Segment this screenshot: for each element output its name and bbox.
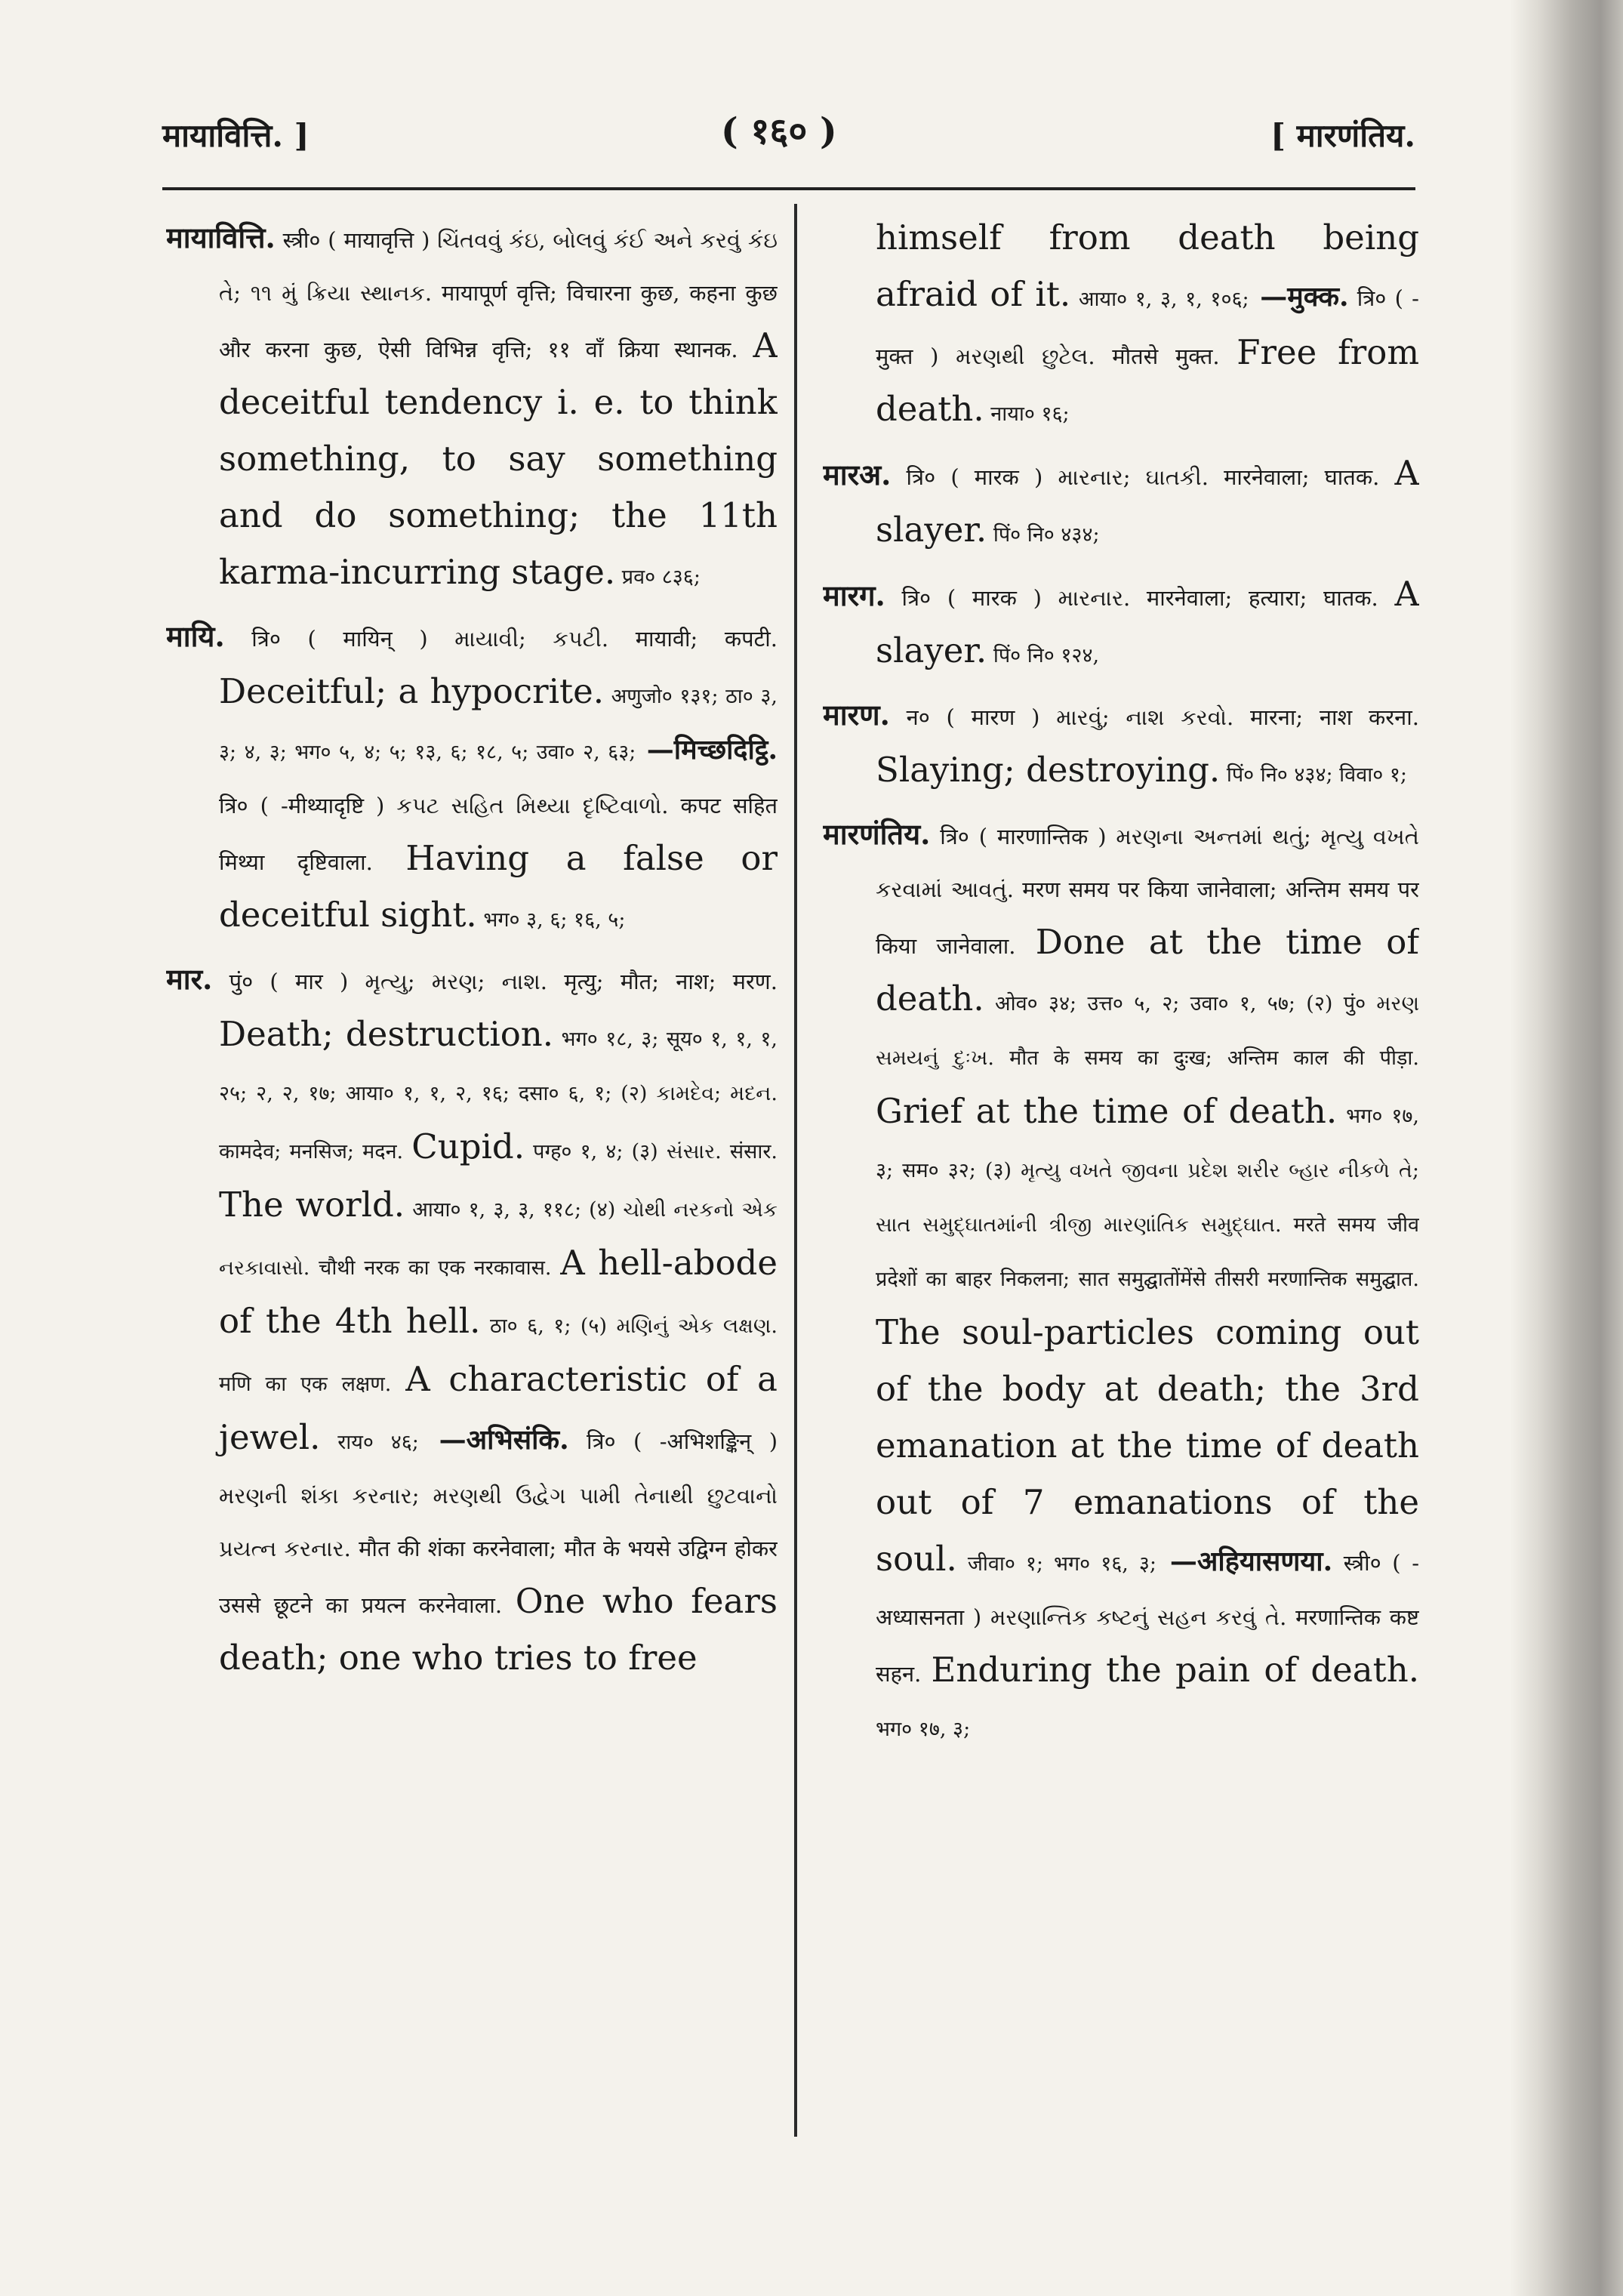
english-definition: A deceitful tendency i. e. to think something, to say something and do something; the 11th karma-incurring stage. bbox=[219, 325, 778, 592]
page-header bbox=[162, 106, 1415, 174]
english-definition: The soul-particles coming out of the body at death; the 3rd emanation at the time of death out of 7 emanations of the soul. bbox=[876, 1312, 1419, 1579]
dictionary-entry bbox=[166, 953, 778, 1688]
entry-gloss: त्रि० ( मारक ) મારનાર. मारनेवाला; हत्यारा; घातक. bbox=[885, 585, 1395, 611]
entry-gloss: त्रि० ( मारणान्तिक ) મરણના અન્તમાં થતું; મૃત્યુ વખતે કરવામાં આવતું. मरण समय पर किया जानेवाला; अन्तिम समय पर किया जानेवाला. bbox=[876, 824, 1419, 959]
headword: मारग. bbox=[823, 578, 885, 612]
sub-references: नाया० १६; bbox=[984, 402, 1070, 426]
english-definition: A characteristic of a jewel. bbox=[219, 1359, 778, 1457]
english-definition: Done at the time of death. bbox=[876, 922, 1419, 1019]
english-definition: Grief at the time of death. bbox=[876, 1091, 1338, 1131]
english-definition: himself from death being afraid of it. bbox=[876, 217, 1419, 314]
references: आया० १, ३, १, १०६; bbox=[1070, 288, 1249, 311]
dictionary-entry bbox=[823, 689, 1419, 802]
dictionary-entry bbox=[823, 447, 1419, 562]
sub-headword: —अहियासणया. bbox=[1156, 1546, 1333, 1577]
references: पिं० नि० १२४, bbox=[987, 644, 1100, 667]
references: अणुजो० १३१; ठा० ३, ३; ४, ३; भग० ५, ४; ५; १३, ६; १८, ५; उवा० २, ६३; bbox=[219, 685, 778, 764]
sub-headword: —अभिसंकि. bbox=[418, 1424, 569, 1456]
references: पिं० नि० ४३४; विवा० १; bbox=[1220, 763, 1407, 787]
english-definition: Death; destruction. bbox=[219, 1014, 554, 1054]
english-definition: A hell-abode of the 4th hell. bbox=[219, 1243, 778, 1341]
dictionary-entry bbox=[166, 211, 778, 604]
entry-gloss: न० ( मारण ) મારવું; નાશ કરવો. मारना; नाश करना. bbox=[889, 704, 1419, 730]
english-definition: Slaying; destroying. bbox=[876, 750, 1221, 790]
english-definition: Cupid. bbox=[411, 1126, 525, 1166]
sub-english-definition: Having a false or deceitful sight. bbox=[219, 838, 778, 935]
headword: मारण. bbox=[823, 698, 890, 732]
sub-english-definition: Enduring the pain of death. bbox=[931, 1650, 1419, 1690]
entry-gloss: त्रि० ( मारक ) મારનાર; ઘાતકી. मारनेवाला; घातक. bbox=[891, 464, 1395, 490]
references: पिं० नि० ४३४; bbox=[987, 523, 1100, 547]
english-definition: The world. bbox=[219, 1185, 405, 1225]
dictionary-entry bbox=[823, 568, 1419, 683]
sub-references: भग० ३, ६; १६, ५; bbox=[476, 908, 626, 932]
references: ओव० ३४; उत्त० ५, २; उवा० १, ५७; (२) पुं० મરણ સમયનું દુઃખ. मौत के समय का दुःख; अन्तिम काल की पीड़ा. bbox=[876, 992, 1419, 1070]
entry-gloss: त्रि० ( मायिन् ) માયાવી; કપટી. मायावी; कपटी. bbox=[224, 626, 778, 652]
headword: मार. bbox=[166, 962, 213, 996]
left-column bbox=[166, 211, 778, 2144]
sub-english-definition: One who fears death; one who tries to free bbox=[219, 1581, 778, 1678]
headword: मारणंतिय. bbox=[823, 817, 931, 851]
headword: मायावित्ति. bbox=[166, 220, 276, 254]
headword: मारअ. bbox=[823, 458, 892, 492]
references: भग० १८, ३; सूय० १, १, १, २५; २, २, १७; आया० १, १, २, १६; दसा० ६, १; (२) કામદેવ; મદન. कामदेव; मनसिज; मदन. bbox=[219, 1028, 778, 1163]
references: जीवा० १; भग० १६, ३; bbox=[956, 1552, 1156, 1576]
page-number: ( १६० ) bbox=[721, 110, 837, 153]
references: ठा० ६, १; (५) મણિનું એક લક્ષણ. मणि का एक लक्षण. bbox=[219, 1314, 778, 1396]
sub-english-definition: Free from death. bbox=[876, 332, 1419, 429]
english-definition: A slayer. bbox=[876, 453, 1419, 550]
right-column bbox=[823, 211, 1419, 2144]
sub-headword: —मिच्छदिट्ठि. bbox=[636, 734, 778, 766]
references: भग० १७, ३; सम० ३२; (३) મૃત્યુ વખતે જીવના પ્રદેશ શરીર બ્હાર નીકળે તે; સાત સમુદ્ઘાતમાંની ત્રીજી મારણાંતિક સમુદ્ઘાત. मरते समय जीव प्रदेशों का बाहर निकलना; सात समुद्घातोंमेंसे तीसरी मरणान्तिक समुद्घात. bbox=[876, 1105, 1419, 1291]
header-rule bbox=[162, 187, 1415, 190]
entry-gloss: स्त्री० ( मायावृत्ति ) ચિંતવવું કંઇ, બોલવું કંઈ અને કરવું કંઇ તે; ૧૧ મું ક્રિયા સ્થાનક. मायापूर्ण वृत्ति; विचारना कुछ, कहना कुछ और करना कुछ, ऐसी विभिन्न वृत्ति; ११ वाँ क्रिया स्थानक. bbox=[219, 227, 778, 362]
references: प्रव० ८३६; bbox=[615, 566, 701, 589]
entry-gloss: पुं० ( मार ) મૃત્યુ; મરણ; નાશ. मृत्यु; मौत; नाश; मरण. bbox=[212, 969, 778, 994]
header-right-guideword: [ मारणंतिय. bbox=[1270, 117, 1415, 154]
sub-references: भग० १७, ३; bbox=[876, 1718, 971, 1741]
sub-entry-gloss: त्रि० ( -मुक्त ) મરણથી છુટેલ. मौतसे मुक्त. bbox=[876, 285, 1419, 369]
references: राय० ४६; bbox=[320, 1431, 419, 1454]
dictionary-entry bbox=[823, 808, 1419, 1756]
references: पग्ह० १, ४; (३) સંસાર. संसार. bbox=[525, 1140, 778, 1163]
header-left-guideword: मायावित्ति. ] bbox=[162, 117, 310, 154]
page-edge-shadow bbox=[1510, 0, 1623, 2296]
sub-entry-gloss: त्रि० ( -मीथ्यादृष्टि ) કપટ સહિત મિથ્યા દૃષ્ટિવાળો. कपट सहित मिथ्या दृष्टिवाला. bbox=[219, 793, 778, 875]
sub-entry-gloss: त्रि० ( -अभिशङ्किन् ) મરણની શંકા કરનાર; મરણથી ઉદ્વેગ પામી તેનાથી છુટવાનો પ્રયત્ન કરનાર. मौत की शंका करनेवाला; मौत के भयसे उद्विग्न होकर उससे छूटने का प्रयत्न करनेवाला. bbox=[219, 1428, 778, 1618]
sub-entry-gloss: स्त्री० ( -अध्यासनता ) મરણાન્તિક કષ્ટનું સહન કરવું તે. मरणान्तिक कष्ट सहन. bbox=[876, 1550, 1419, 1687]
headword: मायि. bbox=[166, 619, 225, 653]
english-definition: Deceitful; a hypocrite. bbox=[219, 671, 605, 711]
sub-headword: —मुक्क. bbox=[1249, 281, 1349, 313]
column-divider bbox=[794, 204, 797, 2137]
dictionary-entry bbox=[166, 610, 778, 947]
references: आया० १, ३, ३, ११८; (४) ચોથી નરકનો એક નરકાવાસો. चौथी नरक का एक नरकावास. bbox=[219, 1198, 778, 1280]
english-definition: A slayer. bbox=[876, 574, 1419, 670]
entry-continuation bbox=[823, 211, 1419, 441]
